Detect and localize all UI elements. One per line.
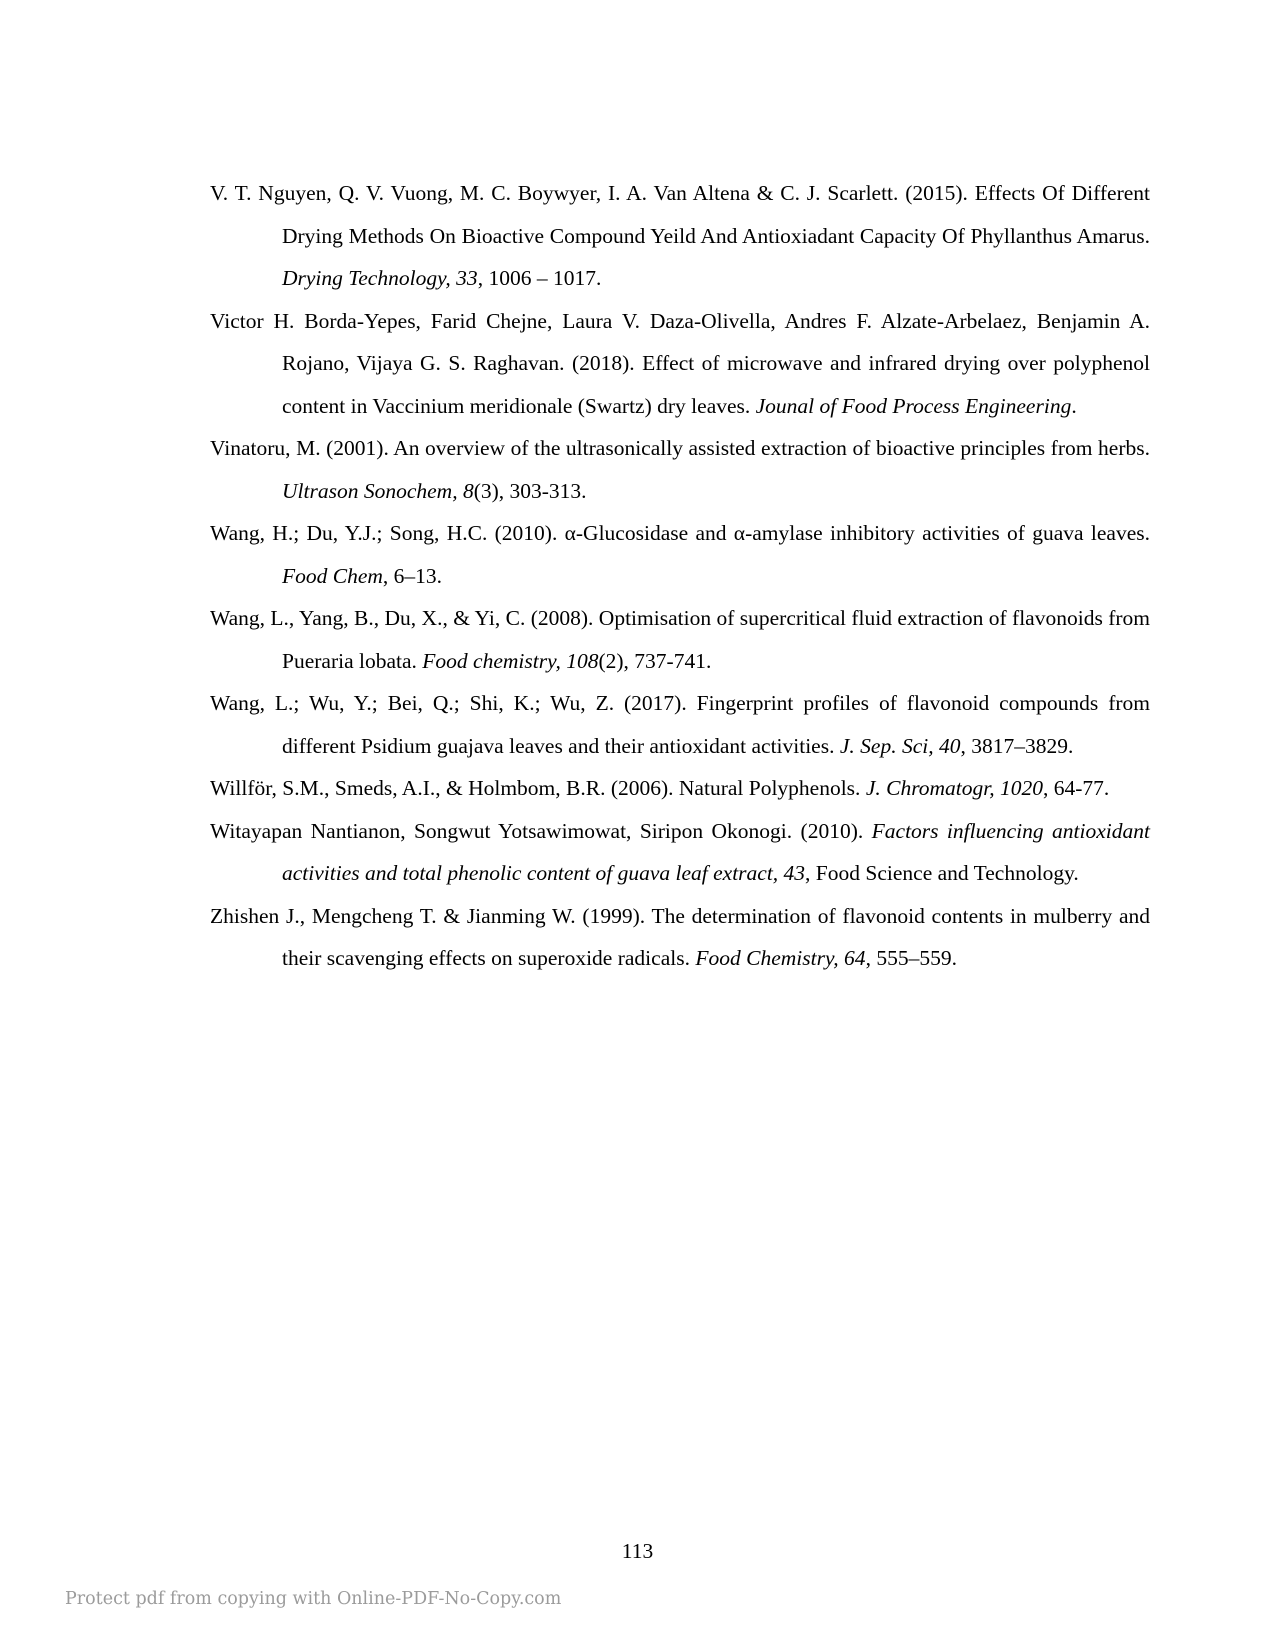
reference-text: , Food Science and Technology. [805,861,1079,885]
reference-entry [210,512,1150,597]
reference-entry [210,767,1150,810]
reference-entry [210,597,1150,682]
reference-text: Witayapan Nantianon, Songwut Yotsawimowat, Siripon Okonogi. (2010). [210,818,872,843]
reference-text: Victor H. Borda-Yepes, Farid Chejne, Laura V. Daza-Olivella, Andres F. Alzate-Arbelaez, Benjamin A. Rojano, Vijaya G. S. Raghavan. (2018). Effect of microwave and infrared drying over polyphenol content in Vaccinium meridionale (Swartz) dry leaves. [210,308,1150,418]
reference-journal: Food Chem [282,563,383,588]
reference-entry [210,300,1150,428]
reference-text: Wang, H.; Du, Y.J.; Song, H.C. (2010). α-Glucosidase and α-amylase inhibitory activities of guava leaves. [210,521,1150,545]
reference-text: Zhishen J., Mengcheng T. & Jianming W. (1999). The determination of flavonoid contents in mulberry and their scavenging effects on superoxide radicals. [210,903,1150,970]
reference-text: , 3817–3829. [960,733,1074,758]
reference-text: (3), 303-313. [473,478,587,503]
reference-list [210,172,1150,980]
reference-text: Vinatoru, M. (2001). An overview of the ultrasonically assisted extraction of bioactive principles from herbs. [210,436,1150,460]
reference-text: , 6–13. [382,563,443,588]
watermark-text: Protect pdf from copying with Online-PDF-No-Copy.com [65,1589,562,1609]
reference-journal: Jounal of Food Process Engineering [755,393,1072,418]
reference-text: Wang, L.; Wu, Y.; Bei, Q.; Shi, K.; Wu, Z. (2017). Fingerprint profiles of flavonoid compounds from different Psidium guajava leaves and their antioxidant activities. [210,691,1150,758]
reference-text: V. T. Nguyen, Q. V. Vuong, M. C. Boywyer, I. A. Van Altena & C. J. Scarlett. (2015). Effects Of Different Drying Methods On Bioactive Compound Yeild And Antioxiadant Capacity Of Phyllanthus Amarus. [210,181,1150,248]
reference-text: Willför, S.M., Smeds, A.I., & Holmbom, B.R. (2006). Natural Polyphenols. [210,776,866,800]
reference-journal: Factors influencing antioxidant activities and total phenolic content of guava leaf extract, 43 [282,818,1150,885]
reference-journal: J. Chromatogr, 1020 [865,776,1043,800]
reference-journal: Ultrason Sonochem, 8 [282,478,474,503]
reference-entry [210,895,1150,980]
reference-text: Wang, L., Yang, B., Du, X., & Yi, C. (2008). Optimisation of supercritical fluid extraction of flavonoids from Pueraria lobata. [210,606,1150,673]
reference-text: (2), 737-741. [598,648,712,673]
reference-text: , 1006 – 1017. [477,266,602,290]
reference-text: , 64-77. [1043,776,1110,800]
reference-journal: Food chemistry, 108 [422,648,599,673]
page-number: 113 [621,1539,654,1563]
reference-entry [210,427,1150,512]
reference-entry [210,172,1150,300]
reference-text: . [1071,393,1077,418]
reference-journal: Food Chemistry, 64 [695,946,866,970]
reference-journal: Drying Technology, 33 [282,266,478,290]
reference-journal: J. Sep. Sci, 40 [839,733,961,758]
reference-entry [210,682,1150,767]
reference-entry [210,810,1150,895]
reference-text: , 555–559. [865,946,957,970]
